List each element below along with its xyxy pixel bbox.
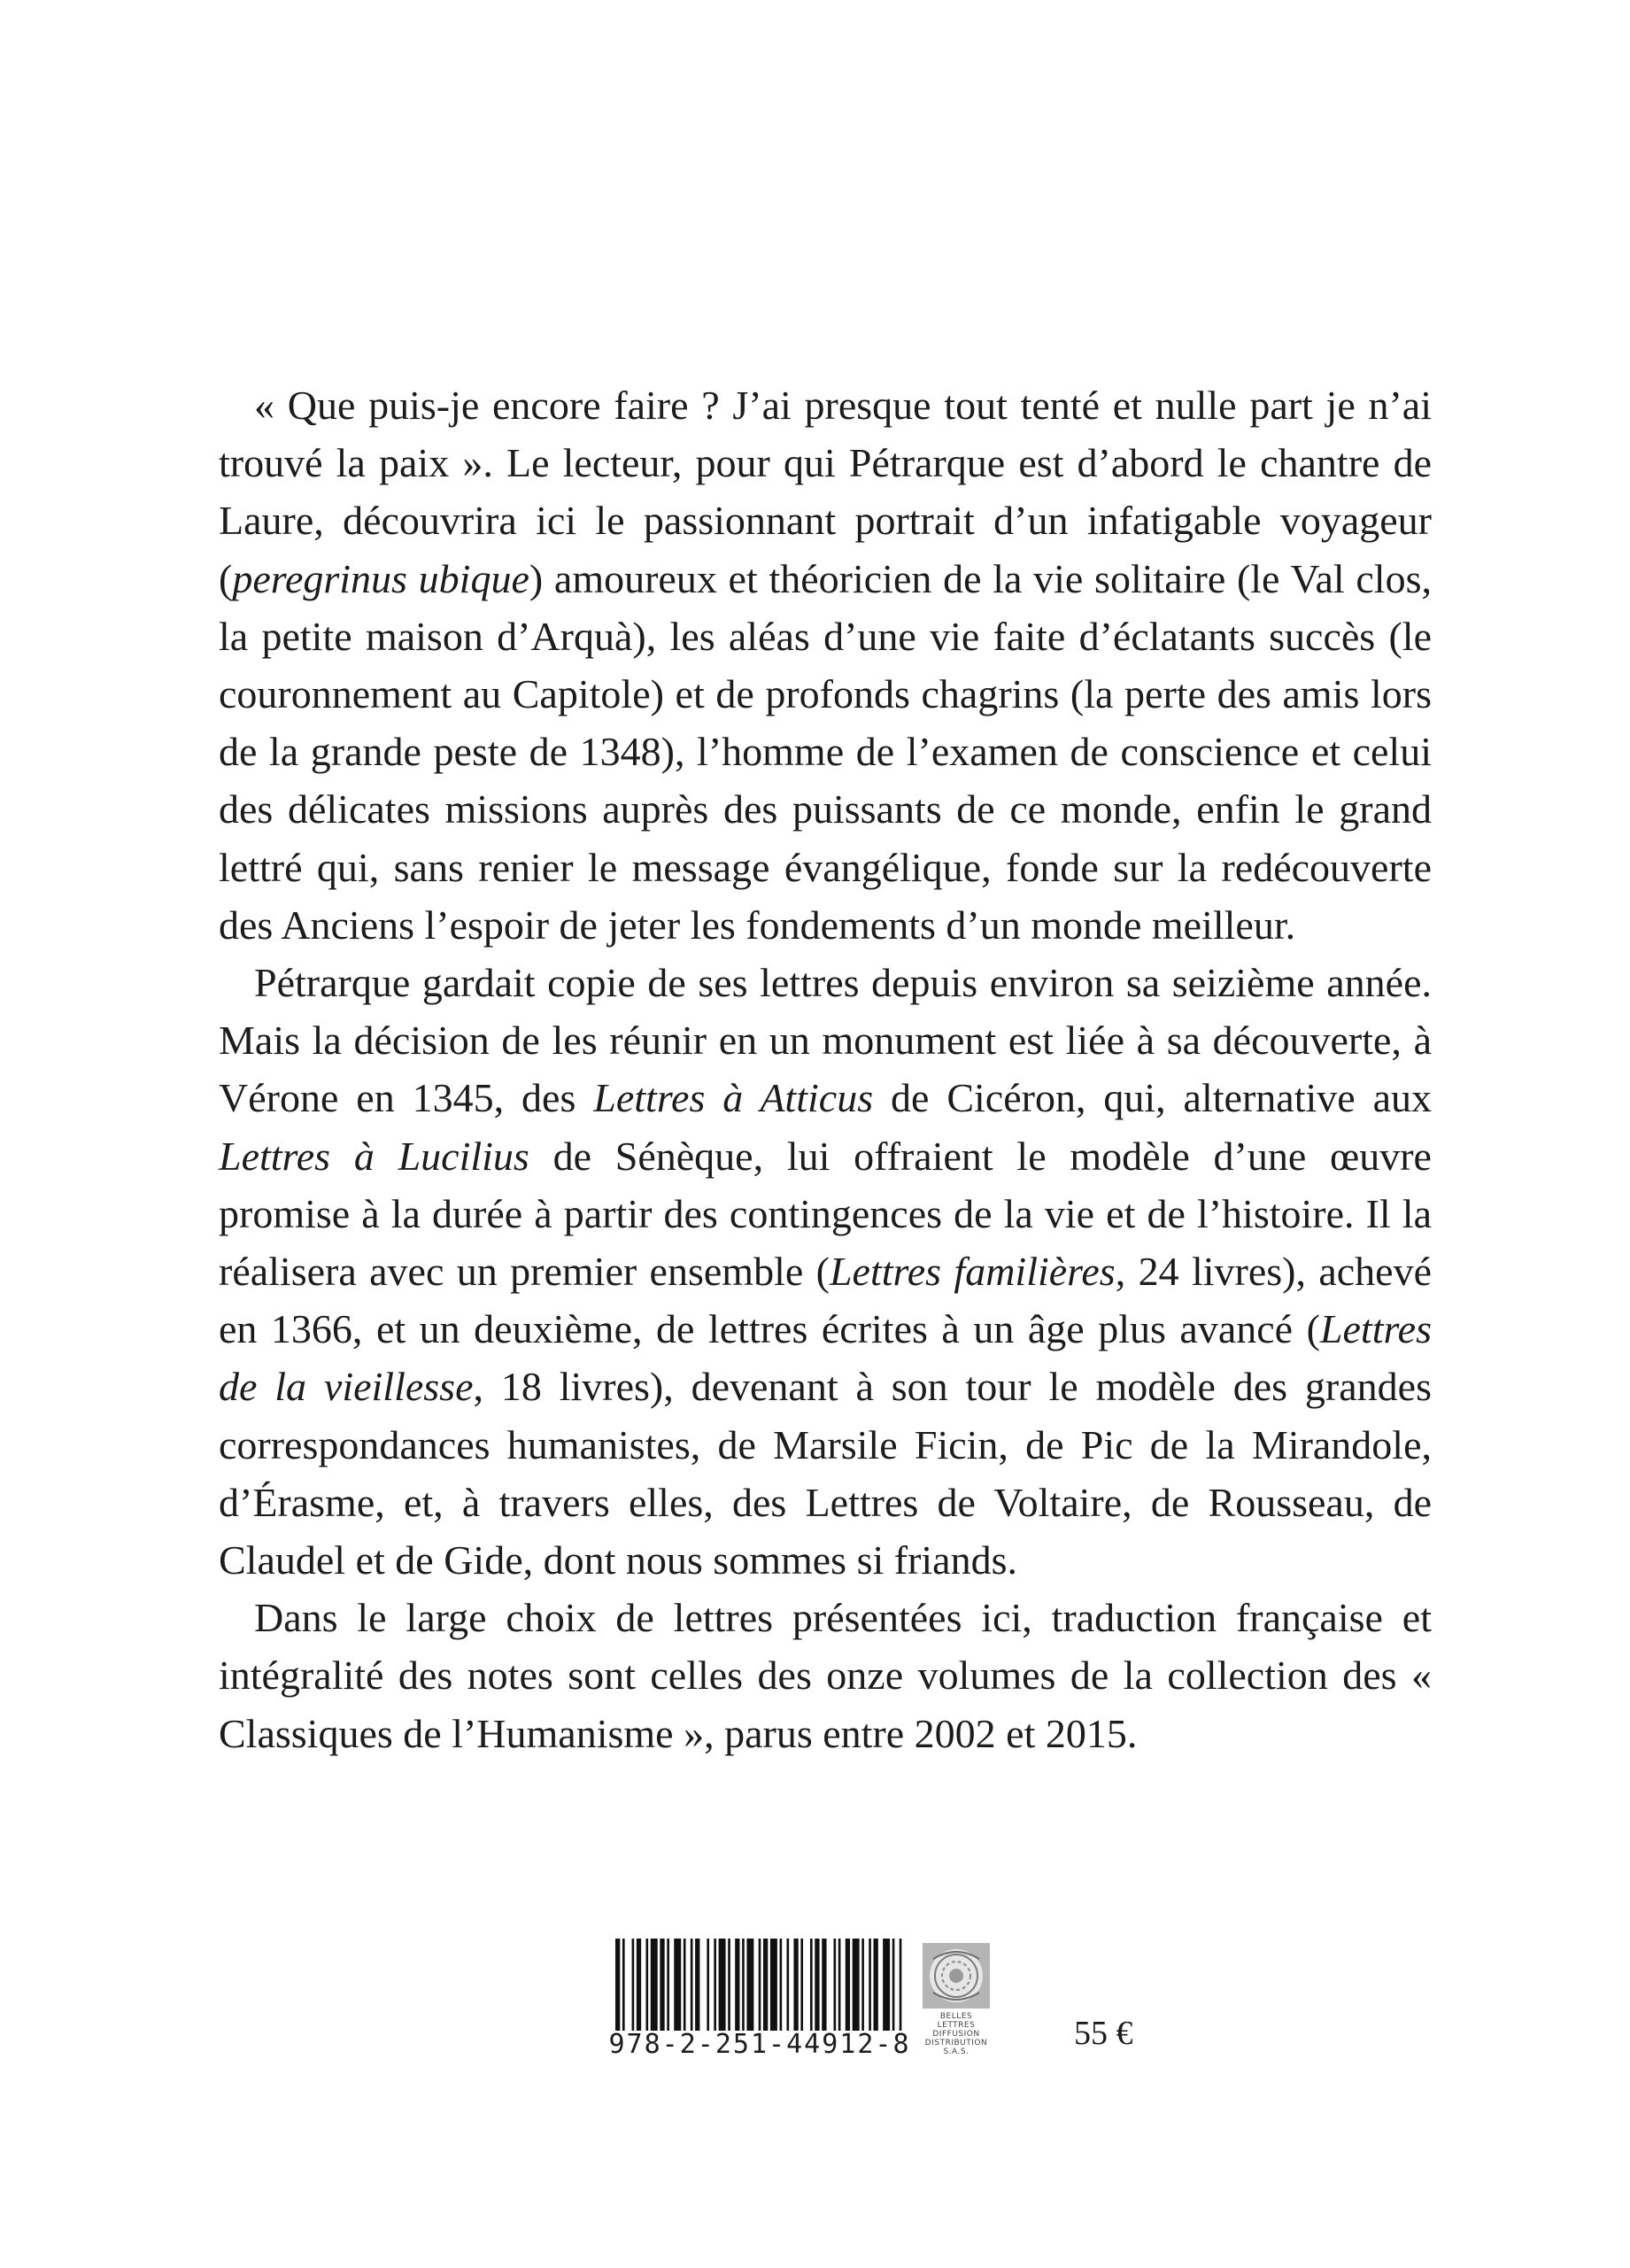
publisher-emblem-icon [921,1941,992,2010]
barcode-bar [714,1939,716,2031]
paragraph-2-italic-atticus: Lettres à Atticus [593,1075,874,1121]
barcode-bar [695,1939,699,2031]
paragraph-2-text-c: de Cicéron, qui, alternative aux [873,1075,1432,1121]
publisher-line-4: S.A.S. [943,2047,970,2056]
barcode-bar [707,1939,709,2031]
barcode-bar [770,1939,777,2031]
paragraph-2-text-i: , 18 livres), devenant à son tour le modèle des grandes correspondances humanistes, de Marsile Ficin, de Pic de la Mirandole, d’Érasme, et, à travers elles, des Lettres de Voltaire, de Rousseau, de Claudel et de Gide, dont nous sommes si friands. [219,1364,1432,1583]
paragraph-2-text-a: Pétrarque gardait copie de ses lettres depuis environ sa seizième année. Mais la décision de les réunir en un monument est liée à sa découverte, à Vérone en 1345, des [219,960,1432,1121]
barcode-bar [892,1939,895,2031]
barcode-bar [759,1939,761,2031]
paragraph-2-text-e: de Sénèque, lui offraient le modèle d’une œuvre promise à la durée à partir des contingences de la vie et de l’histoire. Il la réalisera avec un premier ensemble ( [219,1133,1432,1295]
paragraph-2-text-g: , 24 livres), achevé en 1366, et un deuxième, de lettres écrites à un âge plus avancé ( [219,1249,1432,1352]
barcode-bar [719,1939,726,2031]
barcode-bar [800,1939,803,2031]
paragraph-2-italic-familieres: Lettres familières [829,1249,1116,1295]
publisher-line-3: DISTRIBUTION [924,2039,988,2047]
paragraph-1-italic-peregrinus: peregrinus ubique [232,555,529,601]
barcode-bar [810,1939,813,2031]
price: 55 € [1074,2015,1133,2052]
publisher-logo [921,1941,992,2065]
barcode-bar [822,1939,826,2031]
barcode-bar [615,1939,620,2031]
barcode-bar [622,1939,625,2031]
barcode-bar [786,1939,789,2031]
barcode-bar [861,1939,864,2031]
barcode-bar [869,1939,871,2031]
barcode-bar [735,1939,739,2031]
barcode-bar [645,1939,648,2031]
publisher-logo-text [921,2012,992,2056]
isbn-number: 978-2-251-44912-8 [608,2029,911,2060]
barcode-bar [815,1939,819,2031]
barcode-bar [691,1939,693,2031]
barcode-bar [874,1939,878,2031]
barcode-bar [883,1939,890,2031]
barcode-bar [728,1939,730,2031]
barcode-bar [684,1939,686,2031]
paragraph-1-text-c: ) amoureux et théoricien de la vie solitaire (le Val clos, la petite maison d’Arquà), les aléas d’une vie faite d’éclatants succès (le couronnement au Capitole) et de profonds chagrins (la perte des amis lors de la grande peste de 1348), l’homme de l’examen de conscience et celui des délicates missions auprès des puissants de ce monde, enfin le grand lettré qui, sans renier le message évangélique, fonde sur la redécouverte des Anciens l’espoir de jeter les fondements d’un monde meilleur. [219,555,1432,948]
barcode-bar [746,1939,753,2031]
paragraph-1 [219,376,1432,954]
barcode-bar [651,1939,658,2031]
paragraph-1-text-a: « Que puis-je encore faire ? J’ai presque tout tenté et nulle part je n’ai trouvé la paix ». Le lecteur, pour qui Pétrarque est d’abord le chantre de Laure, découvrira ici le passionnant portrait d’un infatigable voyageur ( [219,383,1432,601]
barcode-bar [853,1939,860,2031]
back-cover-text [219,376,1432,1762]
barcode-bar [632,1939,635,2031]
barcode-bar [833,1939,836,2031]
barcode-bars [615,1939,904,2031]
publisher-line-2: DIFFUSION [932,2030,980,2039]
paragraph-2-italic-lucilius: Lettres à Lucilius [219,1133,529,1179]
paragraph-2-italic-vieillesse: Lettres de la vieillesse [219,1306,1432,1410]
barcode-bar [660,1939,664,2031]
barcode-bar [667,1939,669,2031]
barcode-bar [637,1939,641,2031]
barcode-bar [900,1939,902,2031]
barcode-bar [674,1939,681,2031]
paragraph-2 [219,954,1432,1589]
publisher-line-1: BELLES LETTRES [937,2012,976,2030]
barcode-bar [846,1939,850,2031]
barcode-bar [742,1939,745,2031]
barcode-bar [793,1939,798,2031]
barcode-bar [780,1939,783,2031]
isbn-barcode [605,1939,915,2070]
barcode-bar [838,1939,841,2031]
paragraph-3-text-a: Dans le large choix de lettres présentées ici, traduction française et intégralité des notes sont celles des onze volumes de la collection des « Classiques de l’Humanisme », parus entre 2002 et 2015. [219,1595,1432,1756]
paragraph-3 [219,1589,1432,1762]
barcode-bar [763,1939,768,2031]
